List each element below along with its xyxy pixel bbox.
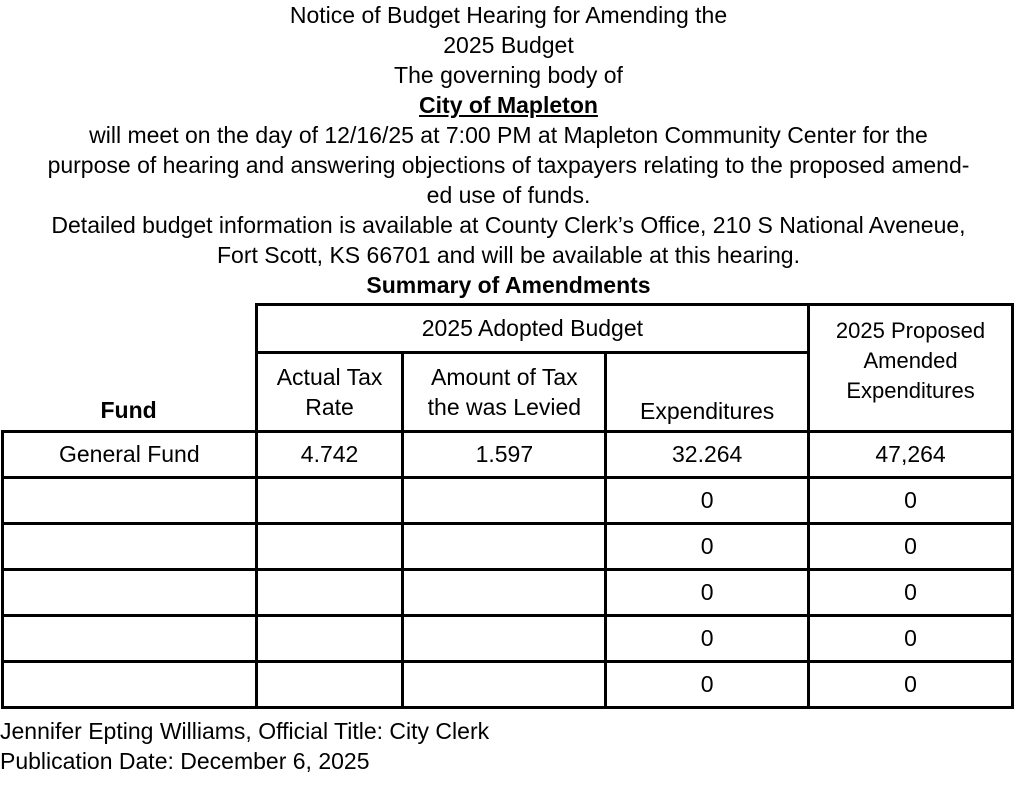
entity-name: City of Mapleton — [419, 92, 598, 118]
tax-levied-header — [403, 353, 606, 432]
rate-cell — [256, 616, 403, 662]
levied-cell: 1.597 — [403, 432, 606, 478]
proposed-header-line1: 2025 Proposed — [835, 318, 986, 343]
notice-footer — [0, 716, 489, 776]
fund-cell: General Fund — [3, 432, 257, 478]
proposed-expenditures-header — [809, 305, 1013, 432]
proposed-header-line2: Amended — [863, 348, 958, 373]
table-row — [3, 524, 1013, 570]
levied-cell — [403, 524, 606, 570]
notice-header — [0, 0, 1017, 300]
adopted-budget-header: 2025 Adopted Budget — [256, 305, 808, 353]
expenditures-cell: 0 — [606, 478, 809, 524]
fund-cell — [3, 616, 257, 662]
levied-cell — [403, 662, 606, 708]
levied-cell — [403, 478, 606, 524]
notice-title-line1: Notice of Budget Hearing for Amending the — [289, 2, 728, 28]
expenditures-cell: 0 — [606, 570, 809, 616]
levied-cell — [403, 616, 606, 662]
table-row — [3, 432, 1013, 478]
levied-header-line2: the was Levied — [427, 394, 582, 420]
table-row — [3, 478, 1013, 524]
amendments-table — [1, 303, 1014, 709]
rate-cell: 4.742 — [256, 432, 403, 478]
proposed-header-line3: Expenditures — [846, 378, 975, 403]
proposed-cell: 0 — [809, 570, 1013, 616]
summary-title: Summary of Amendments — [366, 272, 651, 298]
governing-body-line: The governing body of — [394, 62, 623, 88]
levied-header-line1: Amount of Tax — [431, 364, 578, 390]
proposed-cell: 0 — [809, 524, 1013, 570]
meeting-line1: will meet on the day of 12/16/25 at 7:00 PM at Mapleton Community Center for the — [89, 122, 928, 148]
fund-header: Fund — [3, 353, 257, 432]
expenditures-header: Expenditures — [606, 353, 809, 432]
fund-header-blank — [3, 305, 257, 353]
expenditures-cell: 0 — [606, 524, 809, 570]
proposed-cell: 0 — [809, 478, 1013, 524]
rate-header-line2: Rate — [305, 394, 354, 420]
fund-cell — [3, 570, 257, 616]
meeting-line2: purpose of hearing and answering objections of taxpayers relating to the proposed amend- — [47, 152, 970, 178]
rate-header-line1: Actual Tax — [276, 364, 383, 390]
proposed-cell: 47,264 — [809, 432, 1013, 478]
table-row — [3, 616, 1013, 662]
fund-cell — [3, 524, 257, 570]
rate-cell — [256, 478, 403, 524]
proposed-cell: 0 — [809, 662, 1013, 708]
expenditures-cell: 0 — [606, 616, 809, 662]
fund-cell — [3, 662, 257, 708]
rate-cell — [256, 524, 403, 570]
table-row — [3, 570, 1013, 616]
tax-rate-header — [256, 353, 403, 432]
expenditures-cell: 0 — [606, 662, 809, 708]
official-title-line: Jennifer Epting Williams, Official Title: City Clerk — [0, 718, 490, 744]
rate-cell — [256, 570, 403, 616]
info-line1: Detailed budget information is available at County Clerk’s Office, 210 S National Aveneue, — [51, 212, 966, 238]
notice-title-line2: 2025 Budget — [443, 32, 574, 58]
rate-cell — [256, 662, 403, 708]
fund-cell — [3, 478, 257, 524]
info-line2: Fort Scott, KS 66701 and will be available at this hearing. — [216, 242, 800, 268]
table-row — [3, 662, 1013, 708]
levied-cell — [403, 570, 606, 616]
meeting-line3: ed use of funds. — [426, 182, 591, 208]
expenditures-cell: 32.264 — [606, 432, 809, 478]
proposed-cell: 0 — [809, 616, 1013, 662]
publication-date-line: Publication Date: December 6, 2025 — [0, 748, 370, 774]
